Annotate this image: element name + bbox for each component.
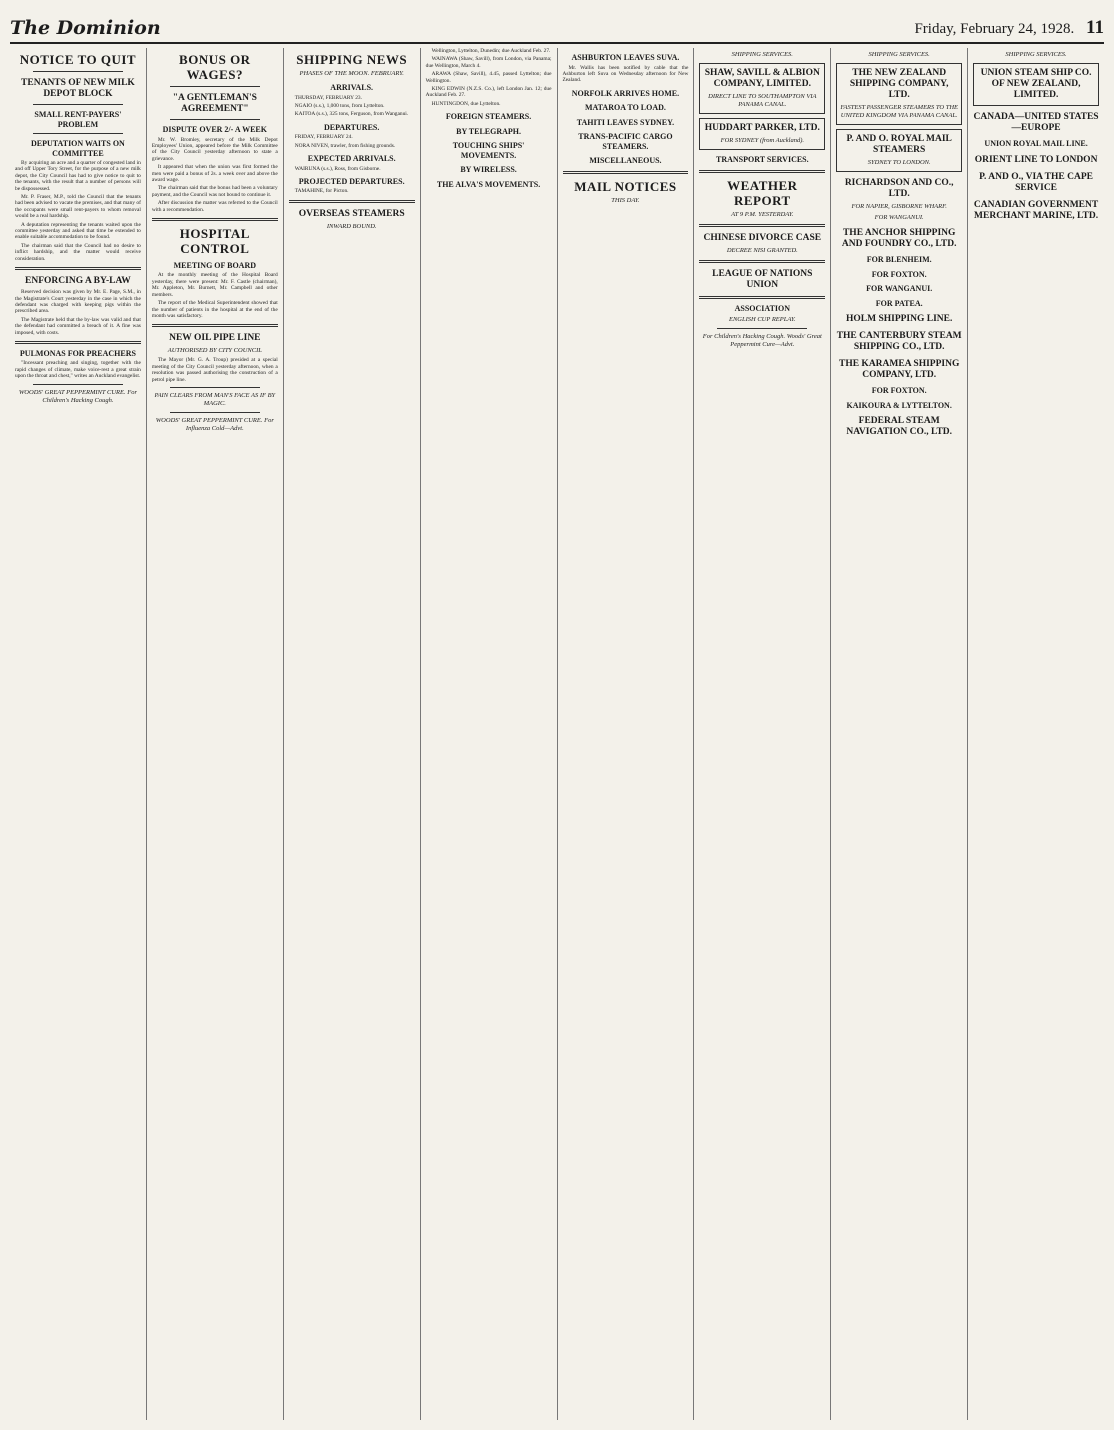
headline-divorce-case: CHINESE DIVORCE CASE	[703, 232, 822, 243]
article-paragraph: Reserved decision was given by Mr. E. Page, S.M., in the Magistrate's Court yesterday in the case in which the defendant was charged with keeping pigs within the prescribed area.	[15, 289, 141, 315]
headline-association: ASSOCIATION	[734, 303, 791, 313]
divider	[170, 412, 260, 413]
divider	[152, 218, 278, 221]
shipping-entry: WAINAWA (Shaw, Savill), from London, via Panama; due Wellington, March 4.	[425, 56, 552, 69]
divider	[33, 133, 123, 134]
section-label-shipping: SHIPPING SERVICES.	[731, 51, 793, 58]
advert-footer: For Children's Hacking Cough. Woods' Great Peppermint Cure—Advt.	[702, 333, 822, 348]
article-paragraph: The chairman said that the Council had no desire to inflict hardship, and the matter would receive consideration.	[15, 242, 141, 262]
headline-by-law: ENFORCING A BY-LAW	[25, 276, 131, 287]
subhead-expected-arrivals: EXPECTED ARRIVALS.	[307, 154, 396, 164]
advert-canadian-gov: CANADIAN GOVERNMENT MERCHANT MARINE, LTD.	[973, 199, 1099, 221]
advert-title: P. AND O. ROYAL MAIL STEAMERS	[846, 134, 952, 155]
subhead-cup-replay: ENGLISH CUP REPLAY.	[728, 316, 796, 323]
advert-richardson: RICHARDSON AND CO., LTD.	[844, 178, 954, 199]
subhead-arrivals: ARRIVALS.	[330, 83, 374, 92]
subhead-projected-departures: PROJECTED DEPARTURES.	[298, 176, 405, 186]
advert-line: FOR FOXTON.	[871, 269, 927, 279]
column-7	[831, 48, 968, 1420]
article-paragraph: The Mayor (Mr. G. A. Troup) presided at a special meeting of the City Council yesterday afternoon, when a resolution was passed authorising the construction of a petrol pipe line.	[151, 357, 278, 383]
article-paragraph: The chairman said that the bonus had been a voluntary payment, and the Council was not bound to continue it.	[151, 185, 278, 198]
shipping-entry: NORA NIVEN, trawler, from fishing grounds.	[294, 142, 396, 149]
subhead-ashburton: ASHBURTON LEAVES SUVA.	[571, 53, 680, 62]
advert-p-and-o-cape: P. AND O., VIA THE CAPE SERVICE	[979, 171, 1093, 193]
advert-union-steam	[973, 63, 1099, 106]
article-paragraph: Mr. P. Fraser, M.P., told the Council that the tenants had been advised to vacate the premises, and that many of the occupants were small rent-payers to whom removal would be a real hardship.	[15, 194, 141, 220]
column-4	[421, 48, 558, 1420]
advert-union-royal: UNION ROYAL MAIL LINE.	[984, 139, 1088, 148]
headline-hospital-control: HOSPITAL CONTROL	[179, 225, 250, 256]
headline-pulmonas: PULMONAS FOR PREACHERS	[19, 348, 136, 358]
advert-subtitle: DIRECT LINE TO SOUTHAMPTON VIA PANAMA CANAL.	[708, 93, 817, 108]
shipping-entry: HUNTINGDON, due Lyttelton.	[431, 100, 501, 107]
shipping-entry: Wellington, Lyttelton, Dunedin; due Auckland Feb. 27.	[431, 48, 551, 54]
subhead-decree-nisi: DECREE NISI GRANTED.	[726, 246, 798, 254]
advert-canada: CANADA—UNITED STATES—EUROPE	[973, 112, 1099, 133]
advert-nz-shipping	[836, 63, 962, 125]
advert-line: FOR NAPIER, GISBORNE WHARF.	[851, 203, 947, 210]
shipping-entry: WAIRUNA (s.s.), Ross, from Gisborne.	[294, 165, 381, 172]
date-text: Friday, February 24, 1928.	[914, 21, 1075, 37]
divider	[170, 119, 260, 120]
advert-title: HUDDART PARKER, LTD.	[704, 123, 820, 133]
subhead-norfolk: NORFOLK ARRIVES HOME.	[571, 88, 680, 98]
article-paragraph: After discussion the matter was referred to the Council with a recommendation.	[151, 200, 278, 213]
headline-notice-to-quit: NOTICE TO QUIT	[19, 52, 137, 67]
advert-p-and-o	[836, 129, 962, 172]
headline-oil-pipe: NEW OIL PIPE LINE	[169, 333, 261, 344]
advert-shaw-savill	[699, 63, 825, 114]
subhead-mataroa: MATAROA TO LOAD.	[584, 103, 666, 113]
advert-line: FOR FOXTON.	[871, 386, 927, 395]
subhead-foreign-steamers: FOREIGN STEAMERS.	[445, 112, 532, 122]
headline-league-of-nations: LEAGUE OF NATIONS UNION	[712, 268, 813, 290]
subhead-authorised: AUTHORISED BY CITY COUNCIL	[167, 347, 262, 355]
column-1	[10, 48, 147, 1420]
subhead-9pm: AT 9 P.M. YESTERDAY.	[731, 210, 794, 218]
subhead-inward-bound: INWARD BOUND.	[326, 222, 377, 230]
divider	[563, 171, 689, 174]
newspaper-columns	[10, 48, 1104, 1420]
divider	[152, 324, 278, 327]
article-paragraph: Mr. W. Bromley, secretary of the Milk Depot Employees' Union, appeared before the Milk Committee of the City Council yesterday afternoon to state a grievance.	[151, 136, 278, 162]
shipping-entry: ARAWA (Shaw, Savill), 4.45, passed Lyttelton; due Wellington.	[425, 71, 552, 84]
subhead-gentlemans-agreement: "A GENTLEMAN'S AGREEMENT"	[172, 93, 257, 114]
advert-canterbury: THE CANTERBURY STEAM SHIPPING CO., LTD.	[836, 331, 962, 352]
column-6	[694, 48, 831, 1420]
advert-holm: HOLM SHIPPING LINE.	[846, 314, 953, 324]
subhead-trans-pacific: TRANS-PACIFIC CARGO STEAMERS.	[578, 132, 673, 151]
subhead-departures: DEPARTURES.	[324, 122, 380, 132]
headline-shipping-news: SHIPPING NEWS	[296, 52, 408, 67]
subhead-by-wireless: BY WIRELESS.	[460, 165, 517, 175]
divider	[699, 224, 825, 227]
advert-title: THE NEW ZEALAND SHIPPING COMPANY, LTD.	[849, 68, 949, 100]
headline-overseas-steamers: OVERSEAS STEAMERS	[298, 208, 405, 219]
advert-subtitle: FOR SYDNEY (from Auckland).	[720, 137, 805, 144]
subhead-rent-payers: SMALL RENT-PAYERS' PROBLEM	[34, 110, 122, 129]
advert-federal: FEDERAL STEAM NAVIGATION CO., LTD.	[846, 416, 953, 437]
advert-footer: WOODS' GREAT PEPPERMINT CURE. For Children's Hacking Cough.	[18, 388, 137, 404]
subhead-transport: TRANSPORT SERVICES.	[715, 155, 809, 164]
column-8	[968, 48, 1104, 1420]
advert-title: UNION STEAM SHIP CO. OF NEW ZEALAND, LIMITED.	[980, 68, 1092, 100]
divider	[170, 387, 260, 388]
advert-huddart-parker	[699, 118, 825, 150]
article-paragraph: A deputation representing the tenants waited upon the committee yesterday and asked that time be extended to enable suitable accommodation to be found.	[15, 221, 141, 241]
section-label-shipping: SHIPPING SERVICES.	[1005, 51, 1067, 58]
article-paragraph: It appeared that when the union was first formed the men were paid a bonus of 2s. a week over and above the award wage.	[151, 164, 278, 183]
moon-phases: PHASES OF THE MOON. FEBRUARY.	[299, 70, 404, 77]
divider	[33, 104, 123, 105]
subhead-ships-movements: TOUCHING SHIPS' MOVEMENTS.	[452, 141, 525, 160]
divider	[699, 296, 825, 299]
advert-karamea: THE KARAMEA SHIPPING COMPANY, LTD.	[839, 359, 960, 380]
advert-subtitle: SYDNEY TO LONDON.	[867, 159, 931, 166]
divider	[15, 341, 141, 344]
column-5	[558, 48, 695, 1420]
subhead-miscellaneous: MISCELLANEOUS.	[589, 156, 662, 166]
divider	[289, 200, 415, 203]
shipping-entry: NGAIO (s.s.), 1,000 tons, from Lyttelton.	[294, 102, 385, 109]
headline-mail-notices: MAIL NOTICES	[574, 178, 677, 194]
column-3	[284, 48, 421, 1420]
divider	[33, 384, 123, 385]
shipping-entry: KING EDWIN (N.Z.S. Co.), left London Jan. 12; due Auckland Feb. 27.	[425, 86, 552, 99]
advert-title: SHAW, SAVILL & ALBION COMPANY, LIMITED.	[704, 68, 820, 89]
headline-weather-report: WEATHER REPORT	[727, 177, 798, 208]
column-2	[147, 48, 284, 1420]
issue-date	[914, 17, 1104, 42]
divider	[699, 170, 825, 173]
shipping-entry: KAITOA (s.s.), 325 tons, Ferguson, from Wanganui.	[294, 111, 409, 118]
advert-line: FOR WANGANUI.	[866, 284, 933, 293]
advert-anchor: THE ANCHOR SHIPPING AND FOUNDRY CO., LTD.	[841, 228, 957, 249]
advert-line: FOR BLENHEIM.	[866, 255, 932, 264]
newspaper-title: The Dominion	[10, 17, 161, 39]
divider	[15, 267, 141, 270]
subhead-deputation: DEPUTATION WAITS ON COMMITTEE	[31, 139, 125, 158]
masthead	[10, 8, 1104, 44]
advert-line: KAIKOURA & LYTTELTON.	[846, 400, 952, 410]
subhead-dispute: DISPUTE OVER 2/- A WEEK	[162, 125, 267, 134]
article-paragraph: At the monthly meeting of the Hospital Board yesterday, there were present: Mr. F. Castle (chairman), Mr. Appleton, Mr. Burnett, Mr. Campbell and other members.	[151, 272, 278, 298]
article-paragraph: "Incessant preaching and singing, together with the rapid changes of climate, make voice-rest a great strain upon the throat and chest," writes an Auckland evangelist.	[15, 360, 141, 380]
divider	[699, 260, 825, 263]
article-paragraph: By acquiring an acre and a quarter of congested land in and off Upper Tory Street, for the purpose of a new milk depot, the City Council has had to give notice to quit to the tenants, with the result that a number of persons will be dispossessed.	[15, 160, 141, 192]
advert-pain: PAIN CLEARS FROM MAN'S FACE AS IF BY MAGIC.	[154, 391, 276, 407]
subhead-by-telegraph: BY TELEGRAPH.	[456, 126, 522, 136]
shipping-entry: Mr. Wallis has been notified by cable that the Ashburton left Suva on Wednesday afternoon for New Zealand.	[562, 64, 689, 84]
divider	[717, 328, 807, 329]
advert-line: FOR WANGANUI.	[874, 214, 924, 221]
advert-line: FOR PATEA.	[875, 298, 923, 308]
subhead-this-day: THIS DAY.	[611, 196, 640, 204]
subhead-tenants: TENANTS OF NEW MILK DEPOT BLOCK	[21, 78, 135, 99]
page-number: 11	[1086, 17, 1104, 38]
headline-bonus-or-wages: BONUS OR WAGES?	[179, 52, 251, 82]
section-label-shipping: SHIPPING SERVICES.	[868, 51, 930, 58]
advert-footer: WOODS' GREAT PEPPERMINT CURE. For Influenza Cold—Advt.	[155, 416, 274, 432]
article-paragraph: The Magistrate held that the by-law was valid and that the defendant had committed a breach of it. A fine was imposed, with costs.	[15, 316, 141, 336]
divider	[33, 71, 123, 72]
advert-subtitle: FASTEST PASSENGER STEAMERS TO THE UNITED KINGDOM VIA PANAMA CANAL.	[840, 104, 958, 119]
shipping-entry: THURSDAY, FEBRUARY 23.	[294, 94, 362, 101]
advert-orient: ORIENT LINE TO LONDON	[974, 154, 1098, 165]
article-paragraph: The report of the Medical Superintendent showed that the number of patients in the hospital at the end of the month was satisfactory.	[151, 300, 278, 319]
divider	[170, 86, 260, 87]
subhead-meeting: MEETING OF BOARD	[173, 260, 256, 270]
shipping-entry: FRIDAY, FEBRUARY 24.	[294, 134, 353, 141]
subhead-tahiti: TAHITI LEAVES SYDNEY.	[576, 117, 675, 127]
shipping-entry: TAMAHINE, for Picton.	[294, 188, 349, 195]
subhead-alva-movements: THE ALVA'S MOVEMENTS.	[436, 179, 541, 189]
